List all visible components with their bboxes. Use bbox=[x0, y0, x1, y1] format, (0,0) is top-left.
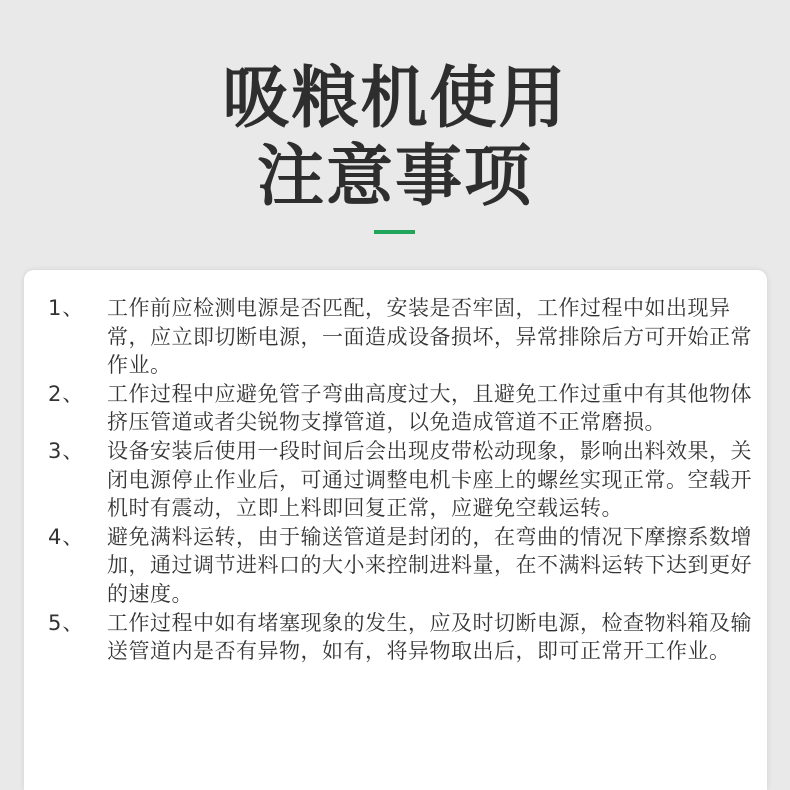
note-text: 避免满料运转，由于输送管道是封闭的，在弯曲的情况下摩擦系数增加，通过调节进料口的大小来控制进料量，在不满料运转下达到更好的速度。 bbox=[107, 524, 752, 606]
note-number: 3、 bbox=[48, 438, 85, 463]
note-text: 工作过程中如有堵塞现象的发生，应及时切断电源，检查物料箱及输送管道内是否有异物，如有，将异物取出后，即可正常开工作业。 bbox=[107, 610, 752, 664]
note-number: 1、 bbox=[48, 296, 85, 320]
note-item-1 bbox=[48, 294, 758, 380]
note-number: 4、 bbox=[48, 524, 85, 549]
note-item-2 bbox=[48, 380, 758, 437]
note-item-4 bbox=[48, 523, 758, 609]
title-accent-divider bbox=[374, 230, 415, 234]
note-number: 2、 bbox=[48, 381, 85, 406]
note-item-5 bbox=[48, 609, 758, 666]
page-title-line-1: 吸粮机使用 bbox=[222, 59, 568, 137]
note-text: 工作过程中应避免管子弯曲高度过大，且避免工作过重中有其他物体挤压管道或者尖锐物支撑管道，以免造成管道不正常磨损。 bbox=[107, 381, 752, 435]
note-number: 5、 bbox=[48, 610, 85, 635]
note-text: 工作前应检测电源是否匹配，安装是否牢固，工作过程中如出现异常，应立即切断电源，一面造成设备损坏，异常排除后方可开始正常作业。 bbox=[107, 296, 752, 378]
note-text: 设备安装后使用一段时间后会出现皮带松动现象，影响出料效果，关闭电源停止作业后，可通过调整电机卡座上的螺丝实现正常。空载开机时有震动，立即上料即回复正常，应避免空载运转。 bbox=[107, 438, 752, 521]
page-title-line-2: 注意事项 bbox=[257, 137, 533, 215]
note-item-3 bbox=[48, 437, 758, 523]
notes-list bbox=[48, 294, 758, 666]
notes-card bbox=[24, 270, 767, 790]
